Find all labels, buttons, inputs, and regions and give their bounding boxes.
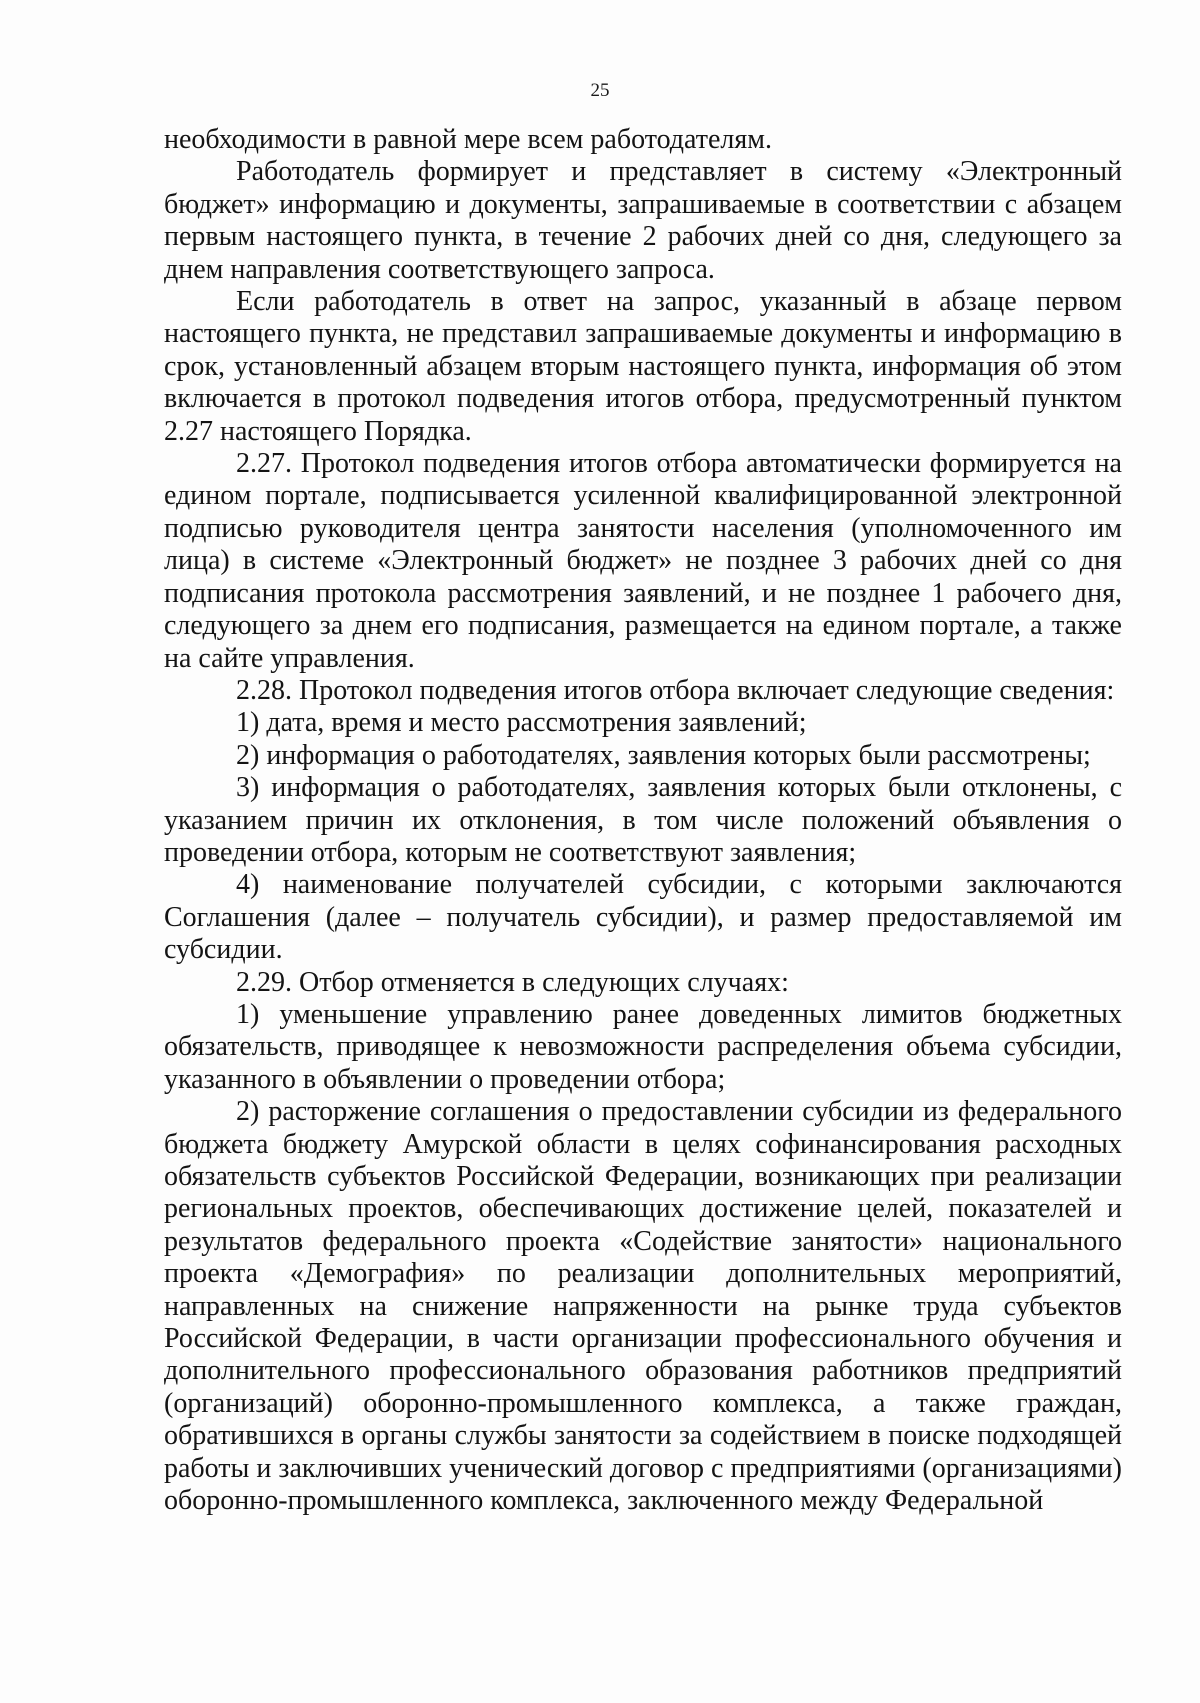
paragraph: Если работодатель в ответ на запрос, указанный в абзаце первом настоящего пункта, не представил запрашиваемые документы и информацию в срок, установленный абзацем вторым настоящего пункта, информация об этом включается в протокол подведения итогов отбора, предусмотренный пунктом 2.27 настоящего Порядка.: [164, 286, 1122, 447]
list-item: 4) наименование получателей субсидии, с которыми заключаются Соглашения (далее – получатель субсидии), и размер предоставляемой им субсидии.: [164, 869, 1122, 966]
paragraph-clause-2-27: 2.27. Протокол подведения итогов отбора автоматически формируется на едином портале, подписывается усиленной квалифицированной электронной подписью руководителя центра занятости населения (уполномоченного им лица) в системе «Электронный бюджет» не позднее 3 рабочих дней со дня подписания протокола рассмотрения заявлений, и не позднее 1 рабочего дня, следующего за днем его подписания, размещается на едином портале, а также на сайте управления.: [164, 448, 1122, 674]
list-item: 3) информация о работодателях, заявления которых были отклонены, с указанием причин их отклонения, в том числе положений объявления о проведении отбора, которым не соответствуют заявления;: [164, 772, 1122, 868]
list-item: 2) расторжение соглашения о предоставлении субсидии из федерального бюджета бюджету Амурской области в целях софинансирования расходных обязательств субъектов Российской Федерации, возникающих при реализации региональных проектов, обеспечивающих достижение целей, показателей и результатов федерального проекта «Содействие занятости» национального проекта «Демография» по реализации дополнительных мероприятий, направленных на снижение напряженности на рынке труда субъектов Российской Федерации, в части организации профессионального обучения и дополнительного профессионального образования работников предприятий (организаций) оборонно-промышленного комплекса, а также граждан, обратившихся в органы службы занятости за содействием в поиске подходящей работы и заключивших ученический договор с предприятиями (организациями) оборонно-промышленного комплекса, заключенного между Федеральной: [164, 1096, 1122, 1517]
list-item: 1) уменьшение управлению ранее доведенных лимитов бюджетных обязательств, приводящее к невозможности распределения объема субсидии, указанного в объявлении о проведении отбора;: [164, 998, 1122, 1095]
paragraph-clause-2-29: 2.29. Отбор отменяется в следующих случаях:: [236, 966, 789, 998]
document-body: [164, 124, 1122, 1517]
paragraph: Работодатель формирует и представляет в систему «Электронный бюджет» информацию и документы, запрашиваемые в соответствии с абзацем первым настоящего пункта, в течение 2 рабочих дней со дня, следующего за днем направления соответствующего запроса.: [164, 156, 1122, 285]
list-item: 2) информация о работодателях, заявления которых были рассмотрены;: [236, 739, 1091, 771]
page-number: 25: [590, 80, 610, 101]
list-item: 1) дата, время и место рассмотрения заявлений;: [236, 707, 807, 739]
paragraph: необходимости в равной мере всем работодателям.: [164, 124, 772, 155]
paragraph-clause-2-28: 2.28. Протокол подведения итогов отбора включает следующие сведения:: [236, 674, 1115, 706]
